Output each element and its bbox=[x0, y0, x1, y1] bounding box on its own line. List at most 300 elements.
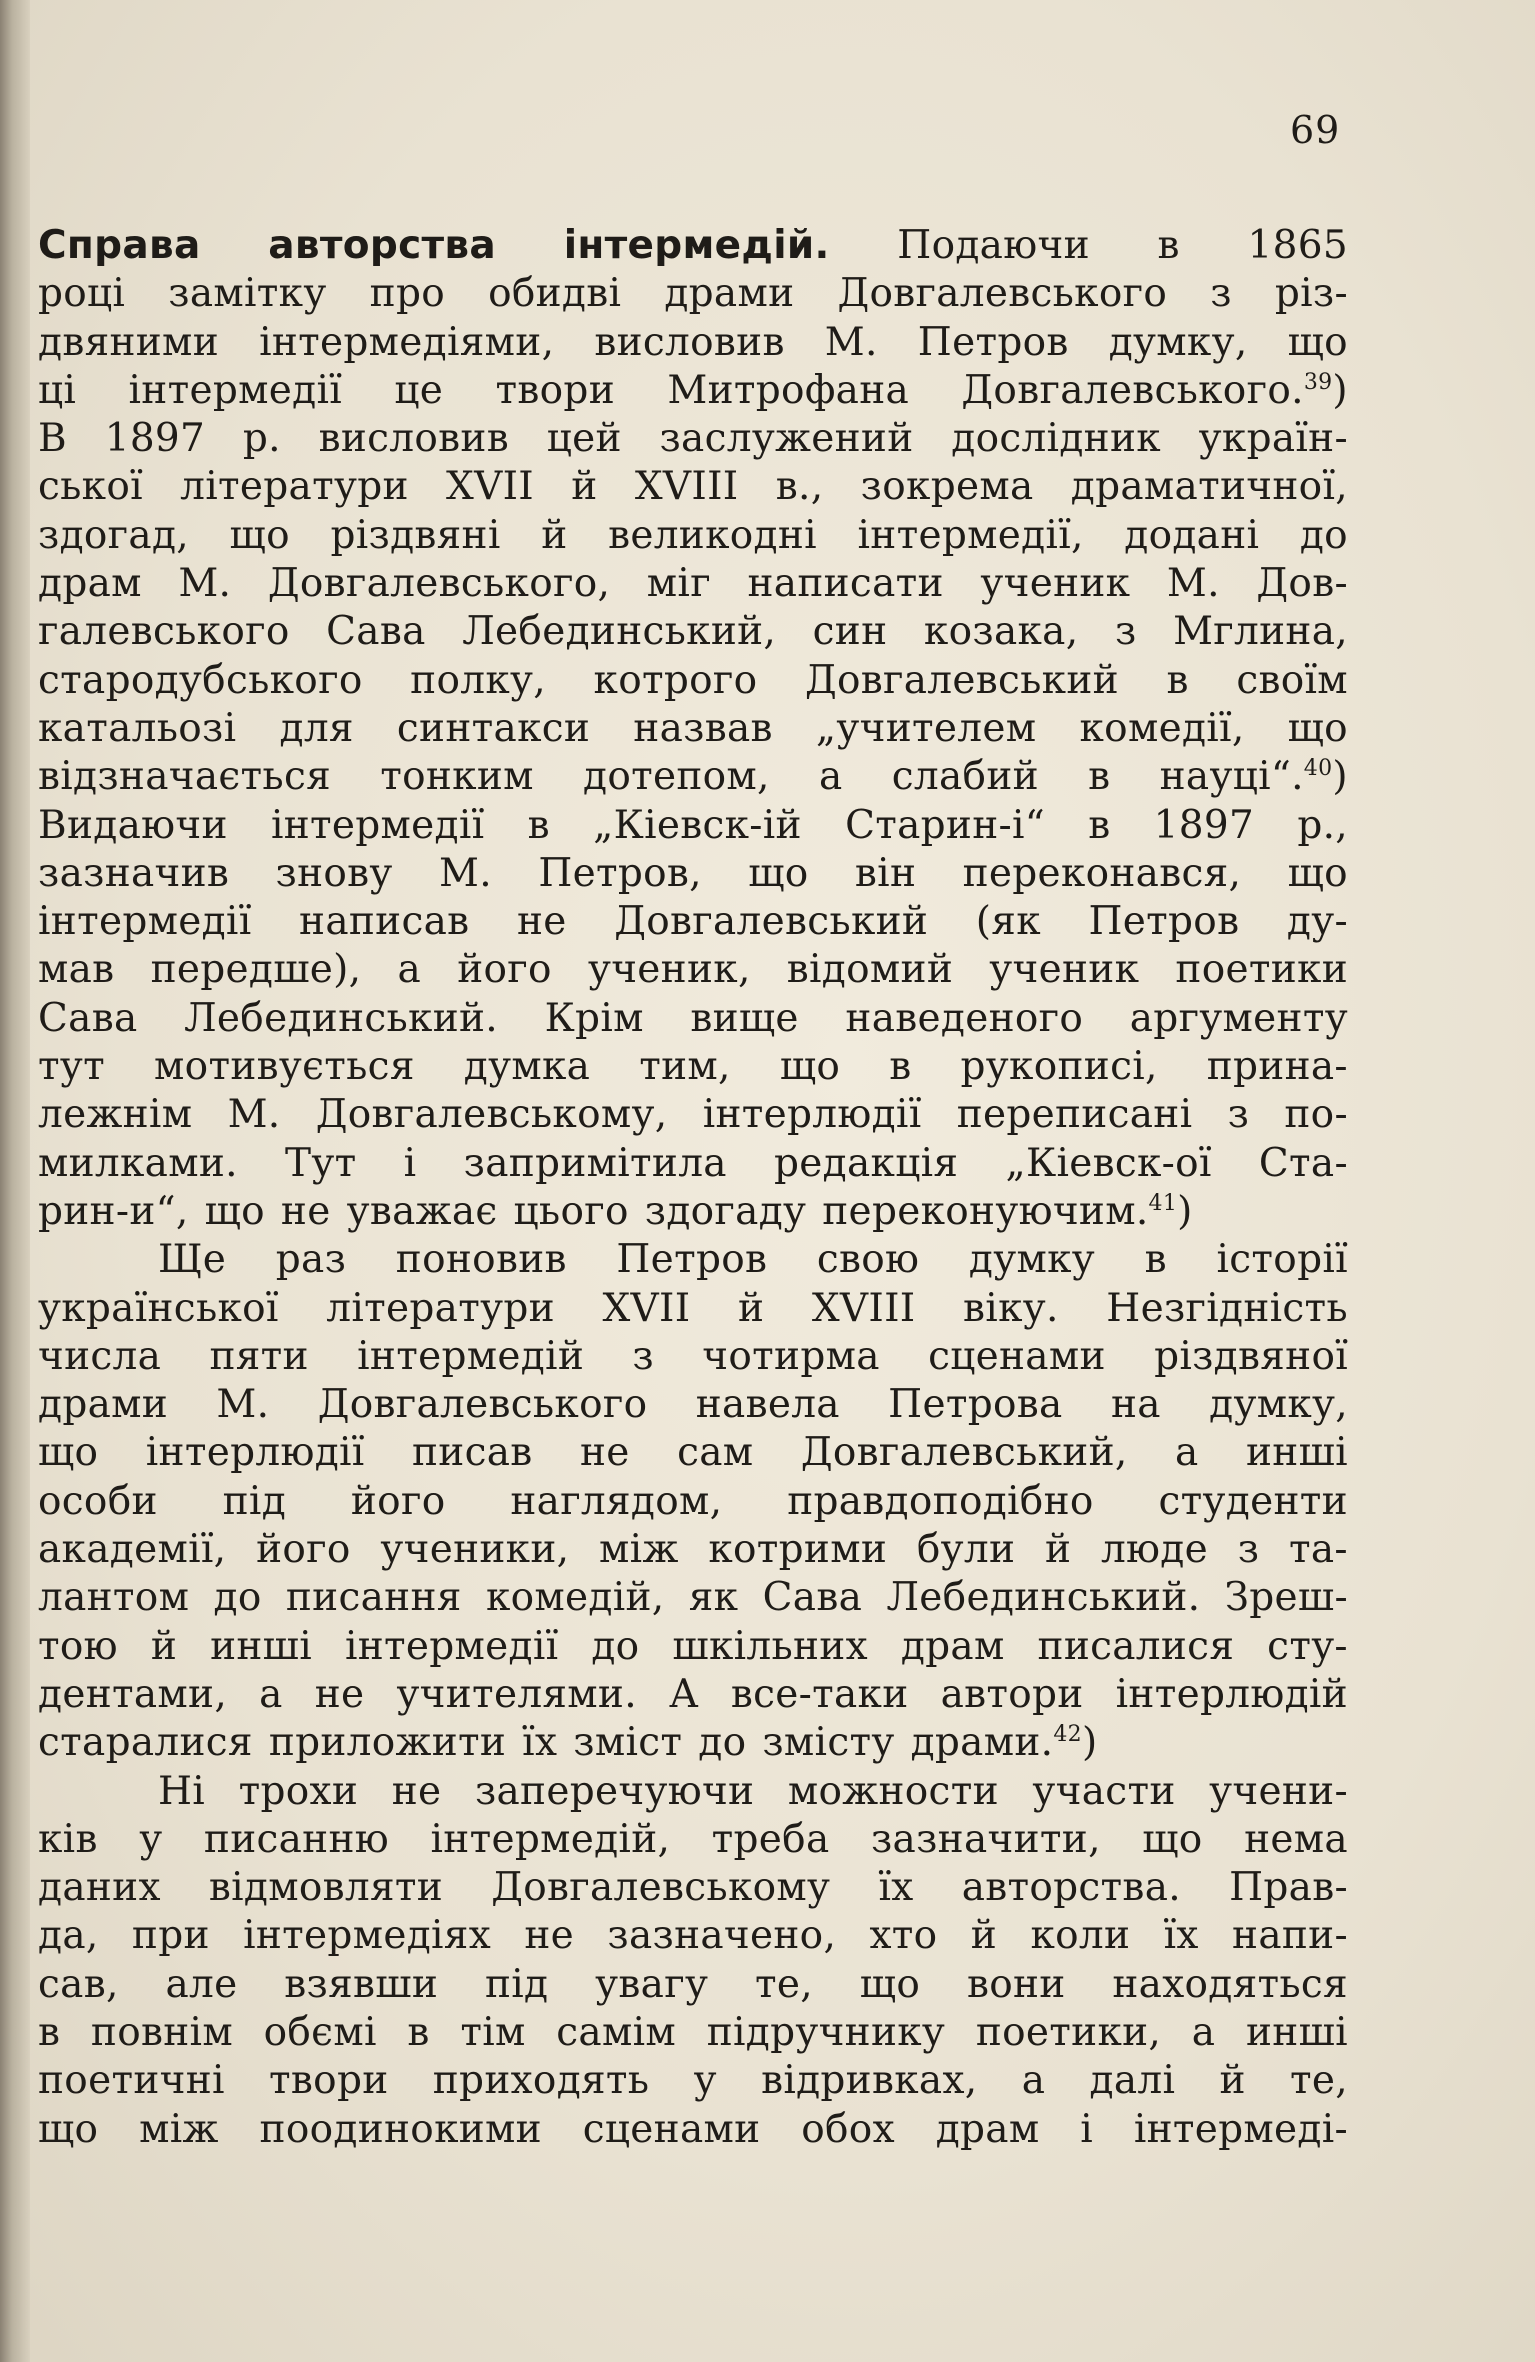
word: при bbox=[131, 1913, 210, 1959]
word: поновив bbox=[395, 1237, 567, 1283]
word: чотирма bbox=[702, 1333, 880, 1379]
word: зміст bbox=[573, 1720, 683, 1766]
word: М. bbox=[824, 319, 878, 365]
word: Петрова bbox=[888, 1382, 1063, 1428]
text-line bbox=[38, 367, 1348, 415]
text-line bbox=[38, 512, 1348, 560]
word: можности bbox=[787, 1768, 999, 1814]
word: з bbox=[1210, 271, 1232, 317]
text-line bbox=[38, 1768, 1348, 1816]
word: Сава bbox=[38, 995, 138, 1041]
word: инші bbox=[210, 1623, 313, 1669]
word: наглядом, bbox=[510, 1478, 723, 1524]
word: по- bbox=[1284, 1092, 1348, 1138]
word: (як bbox=[975, 899, 1041, 945]
word: нема bbox=[1244, 1816, 1348, 1862]
footnote-marker: 42 bbox=[1053, 1722, 1082, 1748]
word: написав bbox=[299, 899, 470, 945]
text-line bbox=[38, 802, 1348, 850]
footnote-marker: 41 bbox=[1148, 1190, 1178, 1216]
word: XVII bbox=[602, 1285, 691, 1331]
word: міг bbox=[646, 561, 711, 607]
word: й bbox=[571, 464, 598, 510]
word: В bbox=[38, 416, 67, 462]
word: з bbox=[1237, 1527, 1260, 1573]
body-text bbox=[38, 222, 1348, 2154]
word: те, bbox=[755, 1961, 813, 2007]
word: його bbox=[256, 1527, 351, 1573]
word: поетики, bbox=[975, 2009, 1162, 2055]
word: Петров bbox=[1088, 899, 1240, 945]
word: старалися bbox=[38, 1720, 253, 1766]
word: академії, bbox=[38, 1527, 227, 1573]
word: й bbox=[970, 1913, 998, 1959]
word: Старин-і“ bbox=[845, 802, 1045, 848]
word: запримітила bbox=[463, 1140, 727, 1186]
word: його bbox=[457, 947, 552, 993]
word: з bbox=[1227, 1092, 1250, 1138]
word: драми.$^{42}$) bbox=[910, 1720, 1098, 1766]
word: Довгалевського.$^{39}$) bbox=[961, 367, 1348, 413]
word: не bbox=[579, 1430, 630, 1476]
word: не bbox=[314, 1671, 365, 1717]
word: Подаючи bbox=[897, 223, 1090, 268]
text-line bbox=[38, 1333, 1348, 1381]
word: великодні bbox=[608, 512, 817, 558]
word: до bbox=[1299, 512, 1348, 558]
word: вони bbox=[966, 1961, 1066, 2007]
word: україн- bbox=[1198, 416, 1348, 462]
word: до bbox=[213, 1575, 262, 1621]
word: слабий bbox=[891, 754, 1039, 800]
word: все-таки bbox=[730, 1671, 909, 1717]
word: інтермедії, bbox=[857, 512, 1084, 558]
word: що bbox=[1287, 319, 1348, 365]
word: Митрофана bbox=[667, 367, 910, 413]
footnote-marker: 39 bbox=[1303, 369, 1333, 395]
word: інтермедії bbox=[270, 802, 485, 848]
word: писалися bbox=[1037, 1623, 1235, 1669]
word: тім bbox=[460, 2009, 526, 2055]
word: драм bbox=[900, 1623, 1005, 1669]
word: що bbox=[1287, 705, 1348, 751]
word: Довгалевського bbox=[317, 1382, 648, 1428]
word: а bbox=[259, 1671, 283, 1717]
text-line bbox=[38, 1236, 1348, 1284]
word: числа bbox=[38, 1333, 162, 1379]
word: даних bbox=[38, 1865, 161, 1911]
text-line bbox=[38, 1429, 1348, 1477]
word: сценами bbox=[582, 2106, 761, 2152]
word: р. bbox=[242, 416, 281, 462]
word: в bbox=[38, 2009, 61, 2055]
text-line bbox=[38, 1091, 1348, 1139]
text-line bbox=[38, 1043, 1348, 1091]
text-line bbox=[38, 1574, 1348, 1622]
word: поетики bbox=[1175, 947, 1348, 993]
word: на bbox=[1110, 1382, 1161, 1428]
word: і bbox=[1080, 2106, 1094, 2152]
word: зазначив bbox=[38, 850, 230, 896]
word: інтермедіях bbox=[243, 1913, 491, 1959]
word: сав, bbox=[38, 1961, 119, 2007]
word: в bbox=[1088, 754, 1111, 800]
footnote-marker: 40 bbox=[1303, 756, 1333, 782]
word: що bbox=[38, 2106, 99, 2152]
word: в bbox=[527, 802, 550, 848]
word: науці“.$^{40}$) bbox=[1159, 754, 1348, 800]
text-line bbox=[38, 753, 1348, 801]
word: галевського bbox=[38, 609, 290, 655]
word: XVII bbox=[446, 464, 534, 510]
word: взявши bbox=[284, 1961, 439, 2007]
word: 1897 bbox=[1153, 802, 1255, 848]
word: писав bbox=[412, 1430, 533, 1476]
word: наведеного bbox=[845, 995, 1084, 1041]
word: шкільних bbox=[672, 1623, 868, 1669]
word: його bbox=[350, 1478, 446, 1524]
word: що bbox=[779, 1044, 841, 1090]
text-line bbox=[38, 850, 1348, 898]
word: Петров bbox=[616, 1237, 768, 1283]
word: трохи bbox=[238, 1768, 359, 1814]
word: обох bbox=[801, 2106, 895, 2152]
word: відомий bbox=[786, 947, 954, 993]
word: свою bbox=[816, 1237, 920, 1283]
word: що bbox=[1287, 850, 1348, 896]
word: Довгалевському, bbox=[315, 1092, 668, 1138]
word: не bbox=[524, 1913, 575, 1959]
word: про bbox=[369, 271, 446, 317]
word: полку, bbox=[410, 657, 546, 703]
word: інтерлюдій bbox=[1115, 1671, 1348, 1717]
word: редакція bbox=[774, 1140, 959, 1186]
word: хто bbox=[869, 1913, 938, 1959]
word: думку, bbox=[1209, 1382, 1348, 1428]
word: стародубського bbox=[38, 657, 363, 703]
word: лежнім bbox=[38, 1092, 193, 1138]
word: році bbox=[38, 271, 126, 317]
word: що bbox=[204, 1188, 265, 1234]
word: між bbox=[139, 2106, 219, 2152]
word: передше), bbox=[150, 947, 362, 993]
word: приложити bbox=[268, 1720, 507, 1766]
word: а bbox=[1175, 1430, 1199, 1476]
text-line bbox=[38, 1140, 1348, 1188]
word: „Кіевск-ій bbox=[593, 802, 802, 848]
text-line bbox=[38, 1285, 1348, 1333]
word: навела bbox=[695, 1382, 840, 1428]
word: Сава bbox=[762, 1575, 863, 1621]
word: Лебединський, bbox=[462, 609, 777, 655]
word: й bbox=[541, 512, 568, 558]
word: цей bbox=[546, 416, 622, 462]
word: Довгалевський, bbox=[800, 1430, 1128, 1476]
text-line bbox=[38, 1381, 1348, 1429]
word: учени- bbox=[1209, 1768, 1348, 1814]
word: та- bbox=[1288, 1527, 1348, 1573]
word: інтермедій, bbox=[430, 1816, 671, 1862]
word: переписані bbox=[956, 1092, 1193, 1138]
word: здогад, bbox=[38, 512, 189, 558]
word: А bbox=[668, 1671, 699, 1717]
word: напи- bbox=[1232, 1913, 1348, 1959]
word: авторства. bbox=[961, 1865, 1181, 1911]
word: 1897 bbox=[104, 416, 206, 462]
word: находяться bbox=[1112, 1961, 1348, 2007]
word: приходять bbox=[432, 2058, 650, 2104]
word: й bbox=[1219, 2058, 1246, 2104]
word: Лебединський. bbox=[886, 1575, 1201, 1621]
word: змісту bbox=[762, 1720, 895, 1766]
word: драм bbox=[38, 561, 142, 607]
word: козака, bbox=[923, 609, 1079, 655]
word: Незгідність bbox=[1106, 1285, 1348, 1331]
text-line bbox=[38, 946, 1348, 994]
word: з bbox=[632, 1333, 654, 1379]
word: дентами, bbox=[38, 1671, 228, 1717]
word: їх bbox=[522, 1720, 558, 1766]
word: Зреш- bbox=[1224, 1575, 1348, 1621]
word: під bbox=[484, 1961, 549, 2007]
word: мотивується bbox=[154, 1044, 415, 1090]
word: інтермедіями, bbox=[259, 319, 555, 365]
word: М. bbox=[216, 1382, 270, 1428]
word: не bbox=[391, 1768, 442, 1814]
word: синтакси bbox=[396, 705, 591, 751]
word: инші bbox=[1246, 2009, 1348, 2055]
word: Петров, bbox=[538, 850, 702, 896]
word: а bbox=[397, 947, 422, 993]
word: що bbox=[859, 1961, 921, 2007]
word: під bbox=[222, 1478, 287, 1524]
word: тут bbox=[38, 1044, 105, 1090]
word: треба bbox=[711, 1816, 830, 1862]
word: в., bbox=[775, 464, 824, 510]
word: й bbox=[737, 1285, 765, 1331]
word: прина- bbox=[1206, 1044, 1348, 1090]
word: сту- bbox=[1267, 1623, 1348, 1669]
word: дослідник bbox=[951, 416, 1161, 462]
word: відзначається bbox=[38, 754, 331, 800]
word: Видаючи bbox=[38, 802, 228, 848]
word: переконався, bbox=[962, 850, 1242, 896]
word: зазначити, bbox=[870, 1816, 1101, 1862]
word: повнім bbox=[90, 2009, 233, 2055]
word: а bbox=[1191, 2009, 1216, 2055]
word: обємі bbox=[263, 2009, 377, 2055]
word: думка bbox=[463, 1044, 591, 1090]
word: М. bbox=[439, 850, 492, 896]
word: особи bbox=[38, 1478, 158, 1524]
word: твори bbox=[495, 367, 615, 413]
word: Довгалевському bbox=[491, 1865, 831, 1911]
word: Довгалевський bbox=[804, 657, 1119, 703]
word: інтермедій bbox=[357, 1333, 585, 1379]
word: катальозі bbox=[38, 705, 237, 751]
word: інтермедії bbox=[38, 899, 252, 945]
word: в bbox=[889, 1044, 912, 1090]
word: в bbox=[1144, 1237, 1167, 1283]
text-line bbox=[38, 1864, 1348, 1912]
text-line bbox=[38, 1478, 1348, 1526]
word: заслужений bbox=[659, 416, 914, 462]
word: він bbox=[854, 850, 917, 896]
word: цього bbox=[513, 1188, 629, 1234]
word: да, bbox=[38, 1913, 99, 1959]
text-line bbox=[38, 2057, 1348, 2105]
word: далі bbox=[1089, 2058, 1176, 2104]
word: а bbox=[818, 754, 843, 800]
word: рин-и“, bbox=[38, 1188, 189, 1234]
word: котрими bbox=[708, 1527, 888, 1573]
word: драм bbox=[935, 2106, 1040, 2152]
word: не bbox=[516, 899, 567, 945]
word: 1865 bbox=[1247, 223, 1348, 268]
word: їх bbox=[1163, 1913, 1199, 1959]
word: р., bbox=[1297, 802, 1348, 848]
text-line bbox=[38, 2106, 1348, 2154]
word: це bbox=[394, 367, 444, 413]
word: те, bbox=[1290, 2058, 1348, 2104]
word: ученик bbox=[989, 947, 1140, 993]
word: XVIII bbox=[634, 464, 739, 510]
word: драми bbox=[664, 271, 795, 317]
word: в bbox=[1088, 802, 1111, 848]
word: сам bbox=[677, 1430, 754, 1476]
word: Ста- bbox=[1258, 1140, 1348, 1186]
word: М. bbox=[227, 1092, 281, 1138]
text-line bbox=[38, 1188, 1348, 1236]
word: історії bbox=[1216, 1237, 1348, 1283]
text-line bbox=[38, 898, 1348, 946]
text-line bbox=[38, 657, 1348, 705]
word: Крім bbox=[544, 995, 644, 1041]
word: коли bbox=[1030, 1913, 1131, 1959]
word: М. bbox=[1166, 561, 1220, 607]
word: правдоподібно bbox=[787, 1478, 1094, 1524]
text-line bbox=[38, 1623, 1348, 1671]
word: мав bbox=[38, 947, 115, 993]
word: твори bbox=[269, 2058, 389, 2104]
binding-shadow bbox=[0, 0, 30, 2362]
word: двяними bbox=[38, 319, 219, 365]
word: тою bbox=[38, 1623, 118, 1669]
word: Лебединський. bbox=[184, 995, 498, 1041]
word: що bbox=[38, 1430, 99, 1476]
word: знову bbox=[275, 850, 393, 896]
word: віку. bbox=[963, 1285, 1059, 1331]
word: „Кіевск-ої bbox=[1005, 1140, 1212, 1186]
word: літератури bbox=[326, 1285, 555, 1331]
word: поодинокими bbox=[259, 2106, 542, 2152]
word: син bbox=[812, 609, 888, 655]
word: що bbox=[748, 850, 809, 896]
word: в bbox=[1157, 223, 1180, 268]
word: до bbox=[698, 1720, 747, 1766]
word: різдвяні bbox=[330, 512, 501, 558]
word: пяти bbox=[209, 1333, 309, 1379]
word: й bbox=[1044, 1527, 1072, 1573]
word: в bbox=[407, 2009, 430, 2055]
word: Сава bbox=[326, 609, 426, 655]
word: заперечуючи bbox=[474, 1768, 755, 1814]
word: між bbox=[599, 1527, 679, 1573]
text-line bbox=[38, 608, 1348, 656]
word: Ні bbox=[158, 1768, 206, 1814]
word: у bbox=[693, 2058, 717, 2104]
text-line bbox=[38, 2009, 1348, 2057]
word: зокрема bbox=[860, 464, 1034, 510]
word: студенти bbox=[1158, 1478, 1348, 1524]
word: писанню bbox=[203, 1816, 390, 1862]
word: відмовляти bbox=[208, 1865, 444, 1911]
page-number: 69 bbox=[1290, 108, 1341, 152]
word: української bbox=[38, 1285, 279, 1331]
heading-word: авторства bbox=[268, 223, 497, 268]
word: учителями. bbox=[396, 1671, 637, 1717]
word: думку bbox=[968, 1237, 1096, 1283]
word: Ще bbox=[158, 1237, 227, 1283]
word: різ- bbox=[1274, 271, 1348, 317]
word: раз bbox=[275, 1237, 347, 1283]
text-line bbox=[38, 560, 1348, 608]
word: що bbox=[229, 512, 290, 558]
word: у bbox=[139, 1816, 163, 1862]
word: М. bbox=[178, 561, 232, 607]
word: милками. bbox=[38, 1140, 238, 1186]
word: відривках, bbox=[761, 2058, 978, 2104]
word: Тут bbox=[285, 1140, 357, 1186]
text-line bbox=[38, 995, 1348, 1043]
word: комедій, bbox=[485, 1575, 665, 1621]
word: уважає bbox=[346, 1188, 498, 1234]
word: ученики, bbox=[380, 1527, 570, 1573]
word: інтермеді- bbox=[1133, 2106, 1348, 2152]
word: з bbox=[1114, 609, 1137, 655]
word: переконуючим.$^{41}$) bbox=[822, 1188, 1193, 1234]
heading-word: Справа bbox=[38, 223, 201, 268]
word: ду- bbox=[1286, 899, 1348, 945]
word: зазначено, bbox=[607, 1913, 837, 1959]
word: тим, bbox=[639, 1044, 731, 1090]
text-line bbox=[38, 319, 1348, 367]
word: Мглина, bbox=[1173, 609, 1348, 655]
word: висловив bbox=[318, 416, 509, 462]
word: автори bbox=[940, 1671, 1084, 1717]
word: дотепом, bbox=[583, 754, 770, 800]
text-line bbox=[38, 270, 1348, 318]
word: інтермедії bbox=[344, 1623, 559, 1669]
word: драматичної, bbox=[1070, 464, 1348, 510]
word: Довгалевського, bbox=[267, 561, 611, 607]
text-line bbox=[38, 463, 1348, 511]
word: котрого bbox=[593, 657, 758, 703]
word: літератури bbox=[180, 464, 409, 510]
word: участи bbox=[1032, 1768, 1176, 1814]
word: назвав bbox=[633, 705, 773, 751]
text-line bbox=[38, 1526, 1348, 1574]
word: тонким bbox=[380, 754, 534, 800]
word: XVIII bbox=[811, 1285, 916, 1331]
word: як bbox=[688, 1575, 739, 1621]
word: вище bbox=[690, 995, 799, 1041]
word: а bbox=[1021, 2058, 1046, 2104]
word: люде bbox=[1100, 1527, 1208, 1573]
text-line bbox=[38, 1912, 1348, 1960]
word: висловив bbox=[594, 319, 785, 365]
word: своїм bbox=[1236, 657, 1348, 703]
